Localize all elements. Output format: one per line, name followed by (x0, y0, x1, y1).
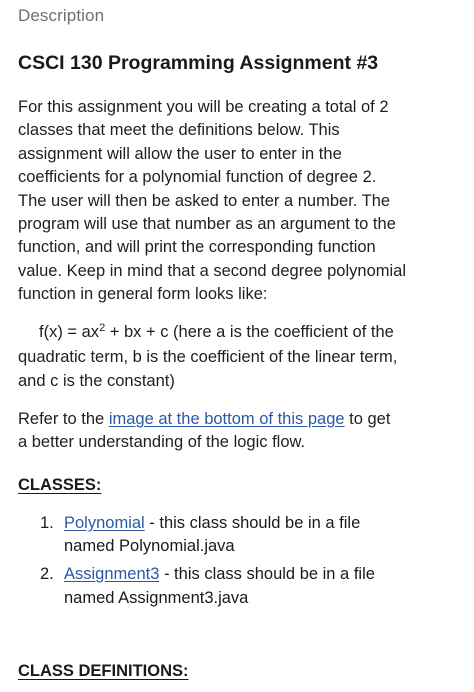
list-line: named Polynomial.java (64, 537, 235, 556)
classes-list (0, 512, 474, 615)
assignment3-link[interactable]: Assignment3 (64, 565, 160, 584)
formula-paragraph (18, 321, 463, 393)
list-number: 1. (40, 514, 54, 532)
intro-line: classes that meet the definitions below. This (18, 121, 340, 140)
classes-heading: CLASSES: (18, 476, 102, 494)
intro-line: For this assignment you will be creating a total of 2 (18, 98, 389, 116)
intro-line: function in general form looks like: (18, 285, 268, 304)
list-line (64, 563, 474, 586)
refer-before: Refer to the (18, 410, 109, 428)
formula-lead: f(x) = ax (39, 323, 100, 341)
intro-line: value. Keep in mind that a second degree polynomial (18, 261, 406, 280)
refer-line (18, 408, 463, 431)
intro-line: program will use that number as an argument to the (18, 215, 396, 234)
intro-line: coefficients for a polynomial function of degree 2. (18, 168, 377, 187)
formula-line: quadratic term, b is the coefficient of the linear term, (18, 348, 398, 367)
list-text: - this class should be in a file (159, 565, 375, 584)
image-bottom-link[interactable]: image at the bottom of this page (108, 410, 345, 428)
list-item (0, 512, 474, 558)
formula-line (18, 321, 463, 346)
list-line: named Assignment3.java (64, 588, 249, 607)
list-item (0, 563, 474, 609)
polynomial-link[interactable]: Polynomial (64, 514, 145, 532)
formula-rest: + bx + c (here a is the coefficient of the (105, 323, 394, 341)
formula-line: and c is the constant) (18, 371, 175, 390)
refer-after: to get (344, 410, 391, 428)
class-definitions-heading: CLASS DEFINITIONS: (18, 662, 189, 680)
refer-line: a better understanding of the logic flow. (18, 433, 306, 452)
list-number: 2. (40, 565, 54, 584)
formula-exponent: 2 (99, 322, 106, 334)
intro-line: function, and will print the corresponding function (18, 238, 376, 257)
page-title: CSCI 130 Programming Assignment #3 (18, 52, 379, 74)
description-label: Description (18, 6, 105, 25)
list-text: - this class should be in a file (144, 514, 361, 532)
list-line (64, 512, 474, 535)
refer-paragraph (18, 408, 463, 455)
intro-line: assignment will allow the user to enter in the (18, 144, 342, 163)
intro-paragraph (18, 96, 463, 307)
intro-line: The user will then be asked to enter a number. The (18, 191, 391, 210)
